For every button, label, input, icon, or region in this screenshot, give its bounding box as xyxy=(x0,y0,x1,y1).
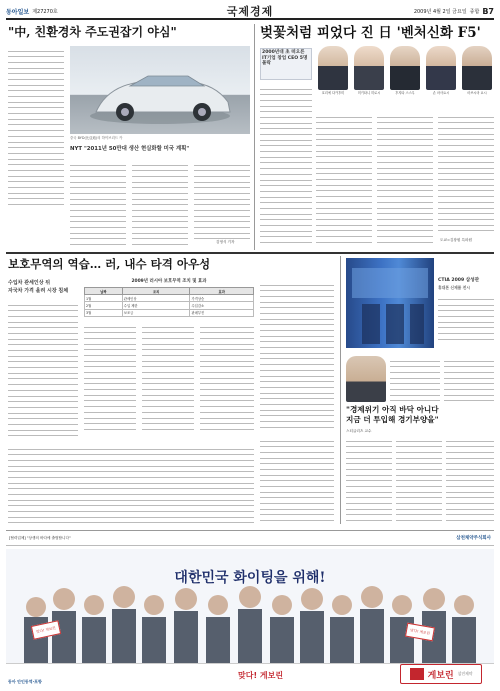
bottom-body-col3 xyxy=(446,436,494,526)
issue-number: 제27270호 xyxy=(32,8,58,15)
right-headline: 벚꽃처럼 피었다 진 日 '벤처신화 F5' xyxy=(260,25,481,41)
table-cell: 수입 제한 xyxy=(122,302,190,309)
table-title: 2009년 러시아 보호무역 조치 및 효과 xyxy=(131,279,207,284)
profile-name: 후지타 스스무 xyxy=(395,91,415,95)
edition-label: 종합 xyxy=(469,8,480,15)
right-byline: 도쿄=김창원 특파원 xyxy=(440,238,472,242)
profile-card xyxy=(388,46,422,108)
ctia-booth-photo xyxy=(346,258,434,348)
profile-strip xyxy=(316,46,494,108)
column-divider xyxy=(254,24,255,250)
left-body-col1 xyxy=(8,46,64,206)
ctia-title: CTIA 2009 삼성관 xyxy=(438,278,480,283)
right-body-col2 xyxy=(316,112,372,244)
ad-brand-name: 게보린 xyxy=(427,670,454,681)
table-cell: 판매부진 xyxy=(190,309,254,316)
profile-card xyxy=(316,46,350,108)
table-header-cell: 조치 xyxy=(122,288,190,295)
table-row xyxy=(85,295,254,302)
profile-card xyxy=(460,46,494,108)
bottom-reporter: 스티글리츠 교수 xyxy=(346,429,372,433)
table-cell: 가격상승 xyxy=(190,295,254,302)
profile-name: 손 마사요시 xyxy=(432,91,450,95)
bottom-headline-2: 지금 더 투입해 경기부양을" xyxy=(346,415,439,424)
ad-product-name: 맞다! 게보린 xyxy=(238,671,284,680)
right-body-col1 xyxy=(260,84,312,244)
profile-name: 미키타니 히로시 xyxy=(357,91,381,95)
ctia-caption xyxy=(438,294,494,344)
section-rule xyxy=(6,252,494,254)
mid-body-col2 xyxy=(84,322,136,434)
ad-strip xyxy=(6,530,494,546)
newspaper-logo: 동아일보 xyxy=(6,8,30,16)
mid-headline: 보호무역의 역습… 러, 내수 타격 아우성 xyxy=(8,257,211,271)
bottom-body-col2 xyxy=(396,436,442,526)
car-illustration xyxy=(70,46,250,134)
profile-portrait xyxy=(390,46,420,90)
ad-gewolin xyxy=(6,549,494,687)
car-photo xyxy=(70,46,250,134)
page-number: B7 xyxy=(482,6,494,16)
bottom-body-col1 xyxy=(346,436,392,526)
table-cell: 수입감소 xyxy=(190,302,254,309)
ad-maker: 삼진제약 xyxy=(457,671,473,676)
measures-table xyxy=(84,287,254,317)
table-row xyxy=(85,309,254,316)
profile-portrait xyxy=(354,46,384,90)
mid-subhead-1: 수입차 관세인상 뒤 xyxy=(8,280,51,286)
bottom-body-col0b xyxy=(444,356,494,402)
ad-slogan: 대한민국 화이팅을 위해! xyxy=(174,570,326,586)
table-cell: 1월 xyxy=(85,295,123,302)
mid-body-col4 xyxy=(200,322,254,434)
ctia-subtitle: 휴대폰 신제품 전시 xyxy=(438,284,470,290)
left-body-col2 xyxy=(70,160,126,245)
ctia-text-block xyxy=(438,258,494,348)
left-headline: "中, 친환경차 주도권잡기 야심" xyxy=(8,25,177,39)
profile-portrait xyxy=(462,46,492,90)
left-byline: 김영식 기자 xyxy=(216,240,235,244)
medicine-box-icon xyxy=(410,668,424,680)
table-header-cell: 날짜 xyxy=(85,288,123,295)
table-header-row xyxy=(85,288,254,295)
mid-body-col1 xyxy=(8,300,78,440)
footer-ad-text: 동아 안인동역·포항 xyxy=(8,679,42,684)
left-subhead: NYT "2011년 50만대 생산 현실화할 미국 계획" xyxy=(70,146,190,152)
bottom-headline-1: "경제위기 아직 바닥 아니다 xyxy=(346,405,439,414)
ad-strip-text: [협력업체] "상생의 바다에 출범합니다" xyxy=(9,535,71,540)
table-cell: 2월 xyxy=(85,302,123,309)
mid-body-col5 xyxy=(260,280,334,430)
page-date: 2009년 4월 2일 금요일 xyxy=(413,8,467,15)
profile-portrait xyxy=(318,46,348,90)
profile-portrait xyxy=(426,46,456,90)
left-body-col4 xyxy=(194,160,250,240)
mid-body-lower xyxy=(8,444,254,524)
table-cell: 관세인상 xyxy=(122,295,190,302)
header-right xyxy=(414,7,494,16)
mid-body-col3 xyxy=(142,322,194,434)
table-row xyxy=(85,302,254,309)
profile-name: 호리에 다카후미 xyxy=(321,91,345,95)
right-body-col4 xyxy=(438,112,494,236)
author-portrait xyxy=(346,356,386,402)
booth-illustration xyxy=(346,258,434,348)
section-title: 국제경제 xyxy=(226,5,274,18)
page-header xyxy=(6,4,494,20)
profile-card xyxy=(424,46,458,108)
ad-speech-bubble-left: 맞다! 게보린 xyxy=(31,620,61,640)
ad-strip-company: 삼천체약주식회사 xyxy=(456,536,491,541)
table-cell: 보조금 xyxy=(122,309,190,316)
car-photo-caption: 중국 BYD(比亞迪)의 하이브리드 카 xyxy=(70,136,123,140)
table-cell: 3월 xyxy=(85,309,123,316)
ad-brand-box xyxy=(400,664,482,684)
right-body-col3 xyxy=(377,112,433,244)
profile-name: 마쓰시마 요시 xyxy=(467,91,487,95)
left-body-col3 xyxy=(132,160,188,245)
ad-speech-bubble-right: 맞다! 게보린 xyxy=(405,623,435,642)
mid-subhead-2: 자국차 가격 올려 시장 침체 xyxy=(8,288,69,294)
column-divider xyxy=(340,256,341,524)
table-header-cell: 효과 xyxy=(190,288,254,295)
mid-body-col6 xyxy=(260,436,334,524)
profile-card xyxy=(352,46,386,108)
right-subhead: 2000년대 초 떠오른 IT기업 창업 CEO 5명 몰락 xyxy=(262,50,308,67)
bottom-body-col0 xyxy=(390,356,440,402)
